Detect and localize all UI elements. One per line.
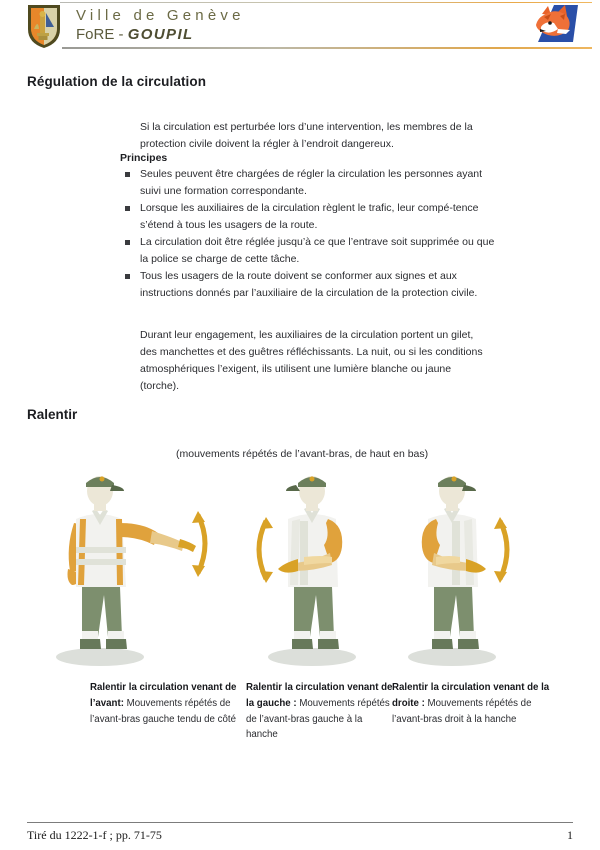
header-top-rule — [60, 2, 592, 3]
list-item: Seules peuvent être chargées de régler la circulation les personnes ayant suivi une formation correspondante. — [120, 166, 495, 200]
figure-caption-1-text: Mouvements répétés de l’avant-bras gauche tendu de côté — [90, 697, 236, 725]
traffic-warden-arm-at-hip-left-icon — [212, 467, 412, 672]
list-item: La circulation doit être réglée jusqu’à ce que l’entrave soit supprimée ou que la police se charge de cette tâche. — [120, 234, 495, 268]
list-item: Lorsque les auxiliaires de la circulation règlent le trafic, leur compé-tence s’étend à tous les usagers de la route. — [120, 200, 495, 234]
figure-caption-3-title: Ralentir la circulation venant de la droite : — [392, 682, 550, 709]
figure-caption-2-text: Mouvements répétés de l’avant-bras gauche à la hanche — [246, 697, 390, 741]
org-subtitle — [76, 25, 245, 45]
traffic-warden-arm-at-hip-right-icon — [392, 467, 592, 672]
footer-source: Tiré du 1222-1-f ; pp. 71-75 — [27, 828, 162, 842]
figure-caption-3-text: Mouvements répétés de l’avant-bras droit à la hanche — [392, 697, 532, 725]
footer-page-number: 1 — [567, 828, 573, 842]
ralentir-illustration — [0, 467, 600, 672]
org-subtitle-brand: GOUPIL — [127, 26, 194, 43]
figure-caption-2 — [246, 680, 396, 743]
section-title-regulation: Régulation de la circulation — [27, 74, 207, 89]
header-bottom-rule — [62, 47, 592, 49]
ralentir-subcaption: (mouvements répétés de l’avant-bras, de haut en bas) — [176, 448, 429, 460]
section-title-ralentir: Ralentir — [27, 407, 78, 422]
org-name: Ville de Genève — [76, 7, 245, 24]
principes-heading: Principes — [120, 152, 168, 164]
principes-list — [120, 166, 495, 302]
list-item: Tous les usagers de la route doivent se conformer aux signes et aux instructions donnés par l’auxiliaire de la circulation de la protection civile. — [120, 268, 495, 302]
regulation-closing-paragraph: Durant leur engagement, les auxiliaires de la circulation portent un gilet, des manchettes et des guêtres réfléchissants. La nuit, ou si les conditions atmosphériques l’exigent, ils utilisent une lumière blanche ou jaune (torche). — [140, 328, 483, 392]
fox-head-logo-icon — [524, 2, 586, 48]
traffic-warden-arm-extended-side-icon — [22, 467, 222, 672]
footer-divider — [27, 822, 573, 823]
figure-caption-1-title: Ralentir la circulation venant de l’avant: — [90, 682, 237, 709]
figure-caption-1 — [90, 680, 240, 727]
page-footer — [27, 828, 573, 843]
geneva-coat-of-arms-icon — [26, 3, 62, 49]
figure-caption-2-title: Ralentir la circulation venant de la gauche : — [246, 682, 393, 709]
figure-caption-3 — [392, 680, 552, 727]
regulation-intro-paragraph: Si la circulation est perturbée lors d’une intervention, les membres de la protection civile doivent la régler à l’endroit dangereux. — [140, 120, 473, 150]
org-subtitle-prefix: FoRE - — [76, 26, 128, 43]
page-header — [0, 0, 600, 52]
header-title-block — [76, 6, 245, 45]
